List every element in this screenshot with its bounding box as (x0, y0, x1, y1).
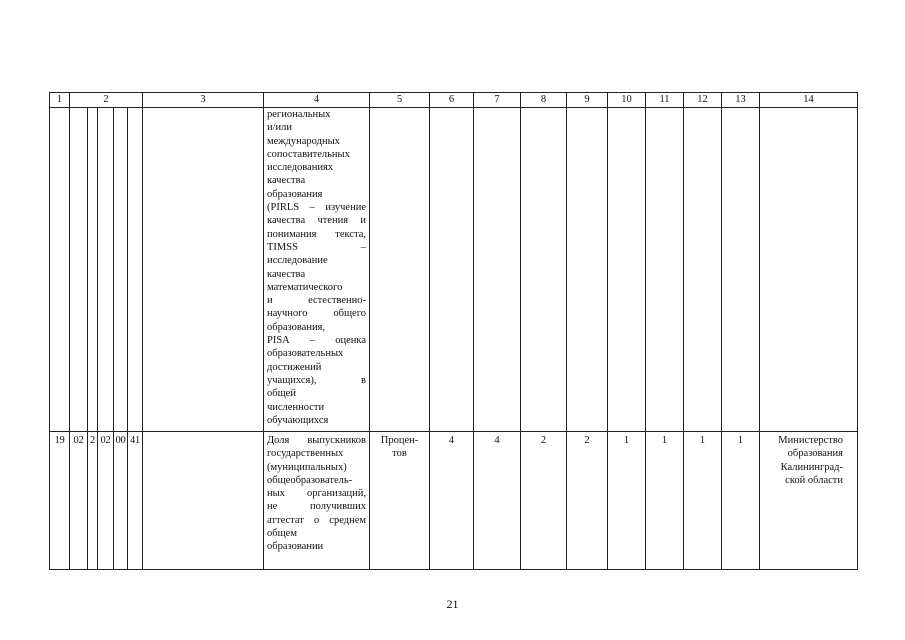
cont-line: и естественно- (267, 295, 366, 307)
cont-code-cell-5 (128, 108, 143, 432)
cont-line: PISA – оценка (267, 335, 366, 347)
cont-line: исследование (267, 255, 328, 267)
header-col-13: 13 (722, 93, 760, 108)
description-line: ных организаций, (267, 488, 366, 500)
value-col-8: 2 (521, 432, 567, 570)
cont-line: международных (267, 135, 340, 147)
cont-line: качества чтения и (267, 215, 366, 227)
header-col-7: 7 (474, 93, 521, 108)
description-line: образовании (267, 541, 324, 553)
cont-line: качества (267, 175, 306, 187)
program-cell (143, 432, 264, 570)
cont-value-cell (684, 108, 722, 432)
code-segment: 02 (70, 432, 88, 570)
cont-code-cell-2 (88, 108, 98, 432)
cont-value-cell (430, 108, 474, 432)
cont-value-cell (521, 108, 567, 432)
continuation-row (50, 108, 858, 432)
description-line: аттестат о среднем (267, 514, 366, 526)
header-col-1: 1 (50, 93, 70, 108)
description-line: общеобразователь- (267, 474, 353, 486)
unit-line: Процен- (380, 435, 419, 446)
cont-line: образования (267, 188, 323, 200)
value-col-12: 1 (684, 432, 722, 570)
cont-line: исследованиях (267, 162, 334, 174)
header-col-2: 2 (70, 93, 143, 108)
cont-value-cell (567, 108, 608, 432)
cont-line: понимания текста, (267, 228, 366, 240)
cont-line: обучающихся (267, 414, 329, 426)
cont-unit-cell (370, 108, 430, 432)
value-col-13: 1 (722, 432, 760, 570)
description-line: общем (267, 528, 297, 540)
cont-code-cell-4 (114, 108, 128, 432)
indicator-row-19 (50, 432, 858, 570)
description-line: государственных (267, 448, 344, 460)
header-col-8: 8 (521, 93, 567, 108)
page-number: 21 (446, 597, 459, 611)
code-segment: 00 (114, 432, 128, 570)
unit-cell (370, 432, 430, 570)
value-col-11: 1 (646, 432, 684, 570)
header-col-11: 11 (646, 93, 684, 108)
description-line: (муниципальных) (267, 461, 347, 473)
cont-value-cell (646, 108, 684, 432)
cont-line: TIMSS – (267, 241, 366, 253)
cont-code-cell-1 (70, 108, 88, 432)
unit-line: тов (392, 448, 407, 460)
header-col-6: 6 (430, 93, 474, 108)
cont-line: образования, (267, 321, 326, 333)
header-col-3: 3 (143, 93, 264, 108)
responsible-line: образования (787, 448, 843, 460)
description-line: не получивших (267, 501, 366, 513)
cont-line: сопоставительных (267, 148, 350, 160)
cont-code-cell-3 (98, 108, 114, 432)
responsible-line: Калининград- (780, 461, 843, 473)
value-col-9: 2 (567, 432, 608, 570)
cont-num-cell (50, 108, 70, 432)
cont-program-cell (143, 108, 264, 432)
header-col-5: 5 (370, 93, 430, 108)
cont-value-cell (474, 108, 521, 432)
responsible-line: ской области (785, 474, 843, 486)
cont-line: численности (267, 401, 325, 413)
responsible-executor (760, 432, 858, 570)
value-col-10: 1 (608, 432, 646, 570)
value-col-7: 4 (474, 432, 521, 570)
cont-line: научного общего (267, 308, 366, 320)
code-segment: 41 (128, 432, 143, 570)
responsible-line: Министерство (778, 435, 843, 446)
cont-line: региональных (267, 109, 331, 120)
description-line: Доля выпускников (267, 435, 366, 446)
cont-line: общей (267, 388, 296, 400)
header-col-10: 10 (608, 93, 646, 108)
cont-line: и/или (267, 122, 293, 134)
header-col-9: 9 (567, 93, 608, 108)
cont-line: качества (267, 268, 306, 280)
code-segment: 2 (88, 432, 98, 570)
value-col-6: 4 (430, 432, 474, 570)
cont-line: математического (267, 281, 343, 293)
cont-line: (PIRLS – изучение (267, 202, 366, 214)
row-number: 19 (50, 432, 70, 570)
cont-line: учащихся), в (267, 374, 366, 386)
header-col-4: 4 (264, 93, 370, 108)
indicator-description (264, 432, 370, 570)
cont-value-cell (608, 108, 646, 432)
header-col-14: 14 (760, 93, 858, 108)
cont-description-cell (264, 108, 370, 432)
indicator-table (49, 92, 858, 570)
cont-value-cell (722, 108, 760, 432)
code-segment: 02 (98, 432, 114, 570)
header-col-12: 12 (684, 93, 722, 108)
cont-responsible-cell (760, 108, 858, 432)
cont-line: образовательных (267, 348, 344, 360)
cont-line: достижений (267, 361, 322, 373)
header-row (50, 93, 858, 108)
